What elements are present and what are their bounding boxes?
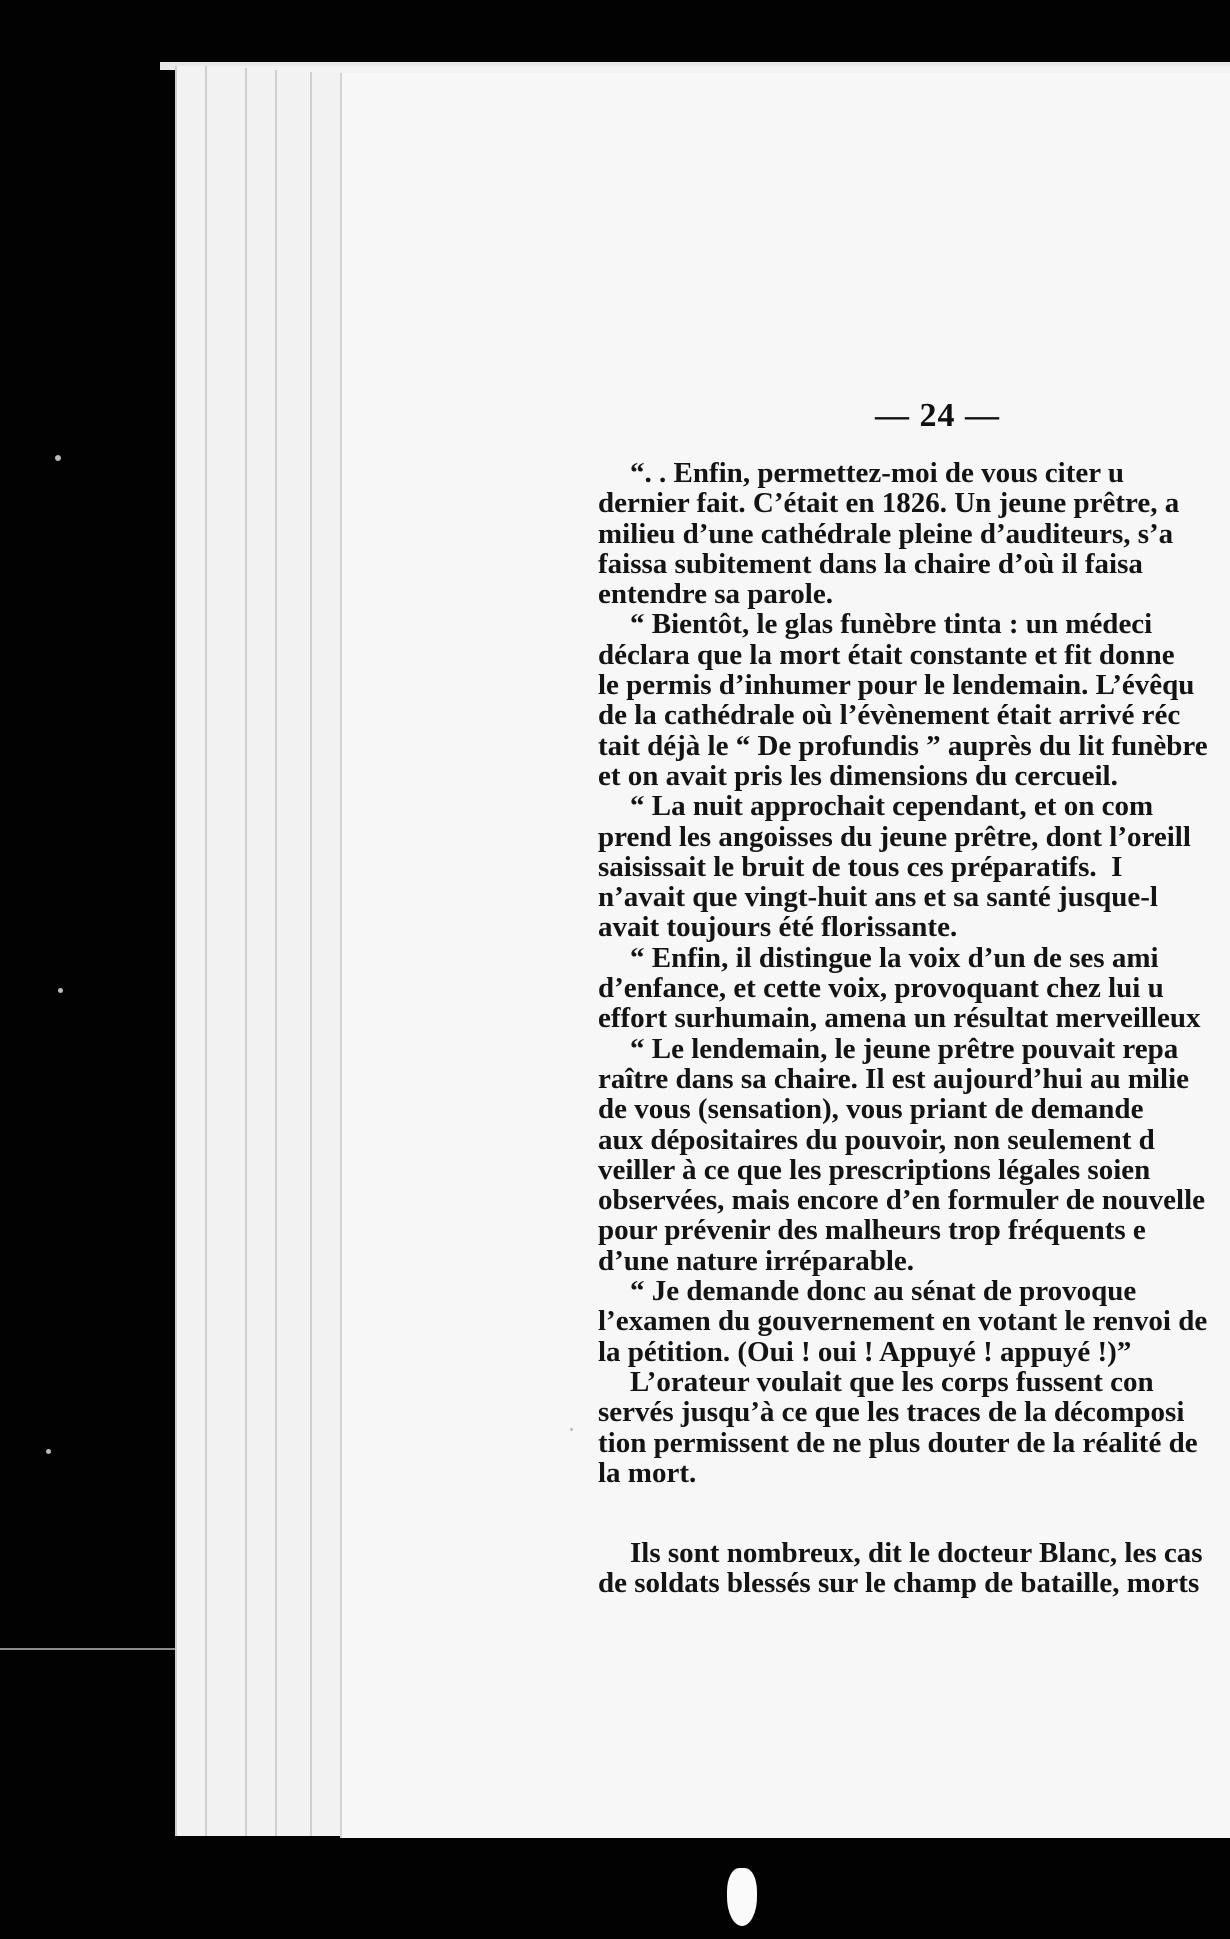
text-line: faissa subitement dans la chaire d’où il faisa bbox=[598, 547, 1143, 580]
text-line: effort surhumain, amena un résultat merveilleux bbox=[598, 1002, 1201, 1035]
text-line: de soldats blessés sur le champ de bataille, morts bbox=[598, 1567, 1200, 1600]
text-line: la pétition. (Oui ! oui ! Appuyé ! appuyé !)” bbox=[598, 1335, 1132, 1368]
text-line: déclara que la mort était constante et fit donne bbox=[598, 638, 1175, 671]
page-body-text bbox=[598, 458, 1230, 1599]
text-line: et on avait pris les dimensions du cercueil. bbox=[598, 759, 1118, 792]
text-line: l’examen du gouvernement en votant le renvoi de bbox=[598, 1305, 1208, 1338]
text-line: tion permissent de ne plus douter de la réalité de bbox=[598, 1426, 1198, 1459]
page-number: — 24 — bbox=[875, 397, 1000, 434]
text-line: aux dépositaires du pouvoir, non seulement d bbox=[598, 1123, 1155, 1156]
scan-speck bbox=[46, 1449, 51, 1454]
text-line: prend les angoisses du jeune prêtre, dont l’oreill bbox=[598, 820, 1191, 853]
text-line: entendre sa parole. bbox=[598, 578, 833, 611]
text-line: tait déjà le “ De profundis ” auprès du lit funèbre bbox=[598, 729, 1208, 762]
text-line: saisissait le bruit de tous ces préparatifs. I bbox=[598, 850, 1123, 883]
text-line: raître dans sa chaire. Il est aujourd’hui au milie bbox=[598, 1062, 1190, 1095]
text-line: “ La nuit approchait cependant, et on com bbox=[630, 790, 1154, 823]
text-line: “ Bientôt, le glas funèbre tinta : un médeci bbox=[630, 608, 1153, 641]
text-line: L’orateur voulait que les corps fussent con bbox=[630, 1365, 1154, 1398]
paragraph-gap bbox=[598, 1488, 1230, 1538]
text-line: pour prévenir des malheurs trop fréquents e bbox=[598, 1214, 1146, 1247]
scan-speck bbox=[570, 1428, 573, 1431]
binder-clip bbox=[727, 1868, 757, 1926]
text-line: Ils sont nombreux, dit le docteur Blanc, les cas bbox=[630, 1537, 1203, 1570]
text-line: de la cathédrale où l’évènement était arrivé réc bbox=[598, 699, 1181, 732]
text-line: d’enfance, et cette voix, provoquant chez lui u bbox=[598, 972, 1164, 1005]
text-line: “ Le lendemain, le jeune prêtre pouvait repa bbox=[630, 1032, 1179, 1065]
text-line: la mort. bbox=[598, 1456, 697, 1489]
text-line: le permis d’inhumer pour le lendemain. L’évêqu bbox=[598, 669, 1195, 702]
text-line: milieu d’une cathédrale pleine d’auditeurs, s’a bbox=[598, 517, 1174, 550]
text-line: “ Je demande donc au sénat de provoque bbox=[630, 1275, 1137, 1308]
text-line: veiller à ce que les prescriptions légales soien bbox=[598, 1153, 1151, 1186]
text-line: observées, mais encore d’en formuler de nouvelle bbox=[598, 1184, 1206, 1217]
text-line: “. . Enfin, permettez-moi de vous citer u bbox=[630, 457, 1124, 489]
text-line: “ Enfin, il distingue la voix d’un de ses ami bbox=[630, 941, 1159, 974]
text-line: n’avait que vingt-huit ans et sa santé jusque-l bbox=[598, 881, 1158, 914]
text-line: avait toujours été florissante. bbox=[598, 911, 958, 944]
text-line: d’une nature irréparable. bbox=[598, 1244, 915, 1277]
scan-speck bbox=[58, 988, 63, 993]
text-line: de vous (sensation), vous priant de demande bbox=[598, 1093, 1144, 1126]
scan-speck bbox=[55, 455, 61, 461]
text-line: dernier fait. C’était en 1826. Un jeune prêtre, a bbox=[598, 487, 1180, 520]
text-line: servés jusqu’à ce que les traces de la décomposi bbox=[598, 1396, 1185, 1429]
scan-artifact-line bbox=[0, 1648, 175, 1650]
